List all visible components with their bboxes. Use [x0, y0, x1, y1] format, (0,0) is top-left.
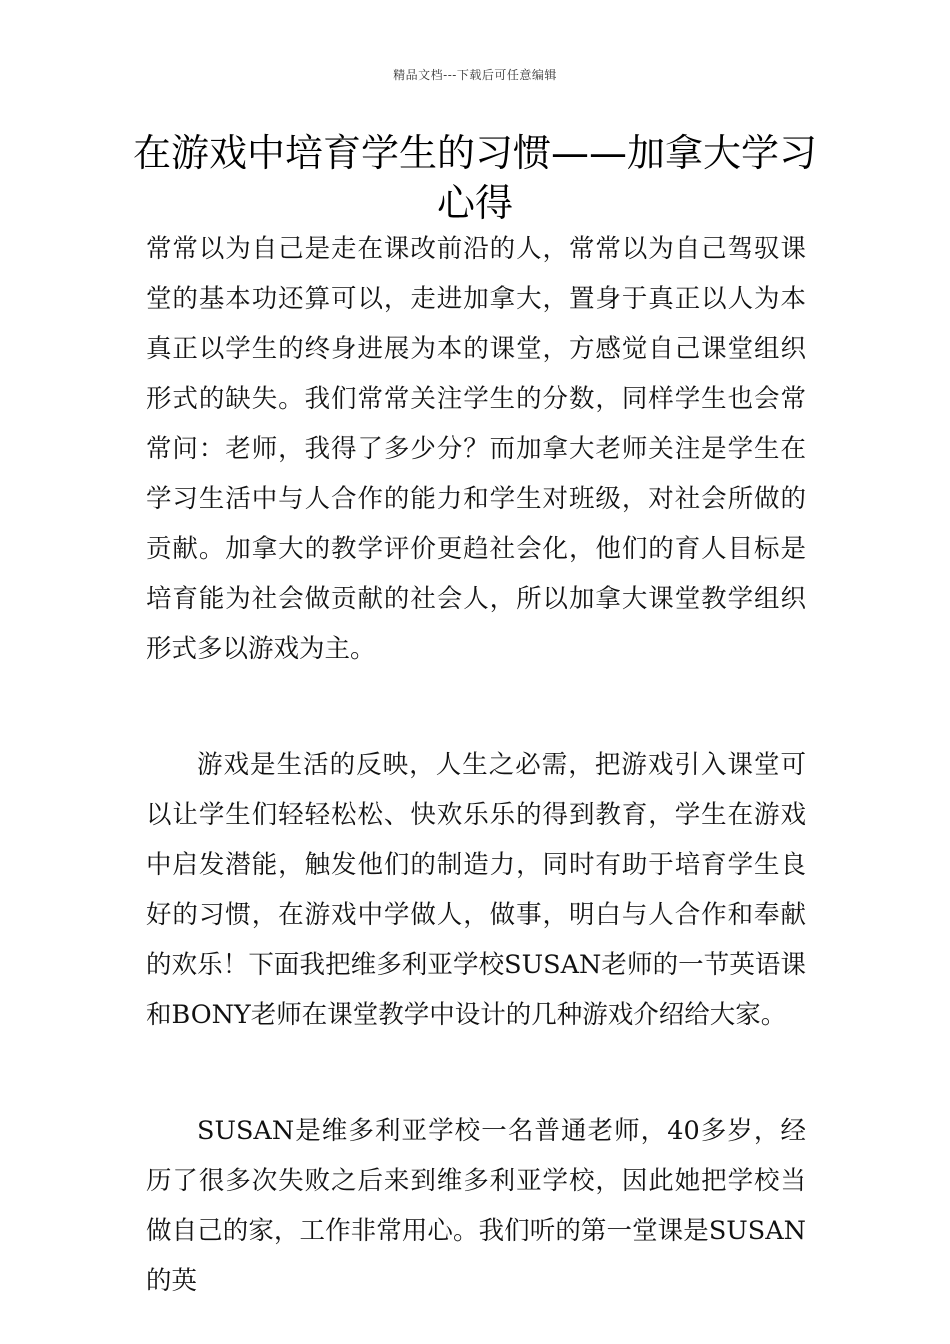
paragraph-gap — [146, 1090, 806, 1106]
paragraph-1: 常常以为自己是走在课改前沿的人，常常以为自己驾驭课堂的基本功还算可以，走进加拿大，置身于真正以人为本真正以学生的终身进展为本的课堂，方感觉自己课堂组织形式的缺失。我们常常关注学生的分数，同样学生也会常常问：老师，我得了多少分？而加拿大老师关注是学生在学习生活中与人合作的能力和学生对班级，对社会所做的贡献。加拿大的教学评价更趋社会化，他们的育人目标是培育能为社会做贡献的社会人，所以加拿大课堂教学组织形式多以游戏为主。 — [146, 234, 806, 664]
document-body — [146, 224, 806, 1306]
header-note: 精品文档---下载后可任意编辑 — [393, 68, 557, 82]
paragraph-3: SUSAN是维多利亚学校一名普通老师，40多岁，经历了很多次失败之后来到维多利亚学校，因此她把学校当做自己的家，工作非常用心。我们听的第一堂课是SUSAN的英 — [146, 1116, 806, 1296]
document-title: 在游戏中培育学生的习惯——加拿大学习心得 — [132, 131, 817, 225]
paragraph-2: 游戏是生活的反映，人生之必需，把游戏引入课堂可以让学生们轻轻松松、快欢乐乐的得到教育，学生在游戏中启发潜能，触发他们的制造力，同时有助于培育学生良好的习惯，在游戏中学做人，做事，明白与人合作和奉献的欢乐！下面我把维多利亚学校SUSAN老师的一节英语课和BONY老师在课堂教学中设计的几种游戏介绍给大家。 — [146, 750, 806, 1030]
paragraph-gap — [146, 724, 806, 740]
paragraph-gap — [146, 1040, 806, 1090]
paragraph-gap — [146, 674, 806, 724]
